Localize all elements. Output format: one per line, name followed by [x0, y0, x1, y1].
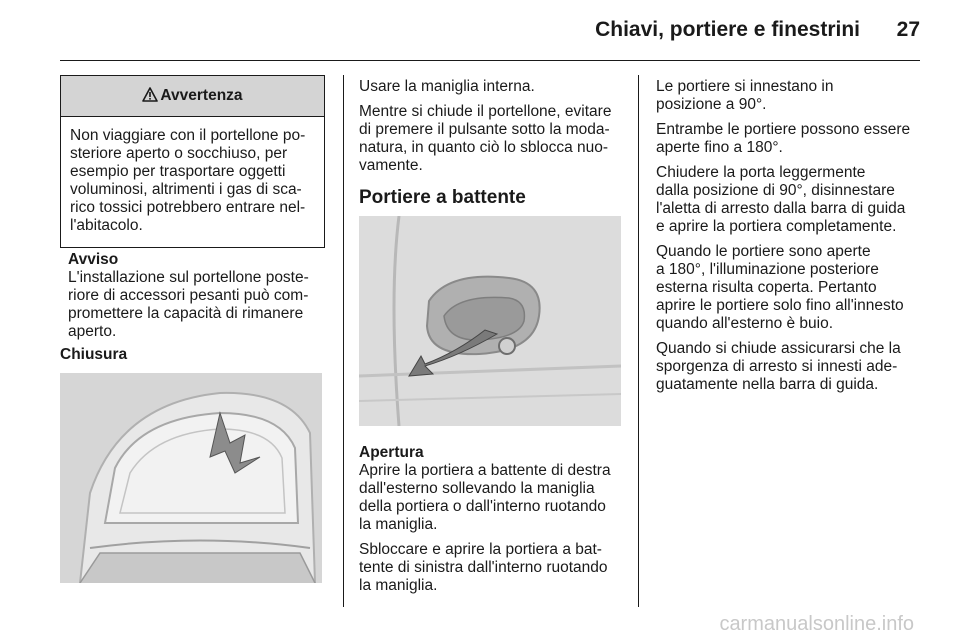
- warning-title: Avvertenza: [160, 87, 243, 104]
- paragraph-disengage: Chiudere la porta leggermente dalla posizione di 90°, disinnestare l'aletta di arresto dalla barra di guida e aprire la portiera completamente.: [656, 164, 906, 235]
- column-2-bottom: [359, 444, 627, 602]
- page-title: Chiavi, portiere e finestrini: [595, 18, 860, 41]
- page-number: 27: [896, 18, 920, 41]
- column-3: [656, 78, 928, 401]
- warning-text: Non viaggiare con il portellone po- steriore aperto o socchiuso, per esempio per trasportare oggetti voluminosi, altrimenti i gas di sca- rico tossici potrebbero entrare nel- l'abitacolo.: [70, 127, 306, 234]
- column-divider-1: [343, 75, 344, 607]
- door-handle-illustration: [359, 216, 621, 426]
- notice-title: Avviso: [68, 251, 119, 268]
- paragraph-opening-left: Sbloccare e aprire la portiera a bat- tente di sinistra dall'interno ruotando la maniglia.: [359, 541, 608, 594]
- tailgate-illustration: [60, 373, 322, 583]
- paragraph-180-degrees: Entrambe le portiere possono essere aperte fino a 180°.: [656, 121, 911, 156]
- notice-block: [68, 251, 330, 341]
- watermark: carmanualsonline.info: [719, 613, 914, 635]
- paragraph-90-degrees: Le portiere si innestano in posizione a 90°.: [656, 78, 834, 113]
- paragraph-opening-right: Aprire la portiera a battente di destra dall'esterno sollevando la maniglia della portiera o dall'interno ruotando la maniglia.: [359, 462, 611, 533]
- opening-heading: Apertura: [359, 444, 424, 461]
- closing-heading: Chiusura: [60, 346, 128, 363]
- column-2-top: [359, 78, 627, 207]
- paragraph-closing-check: Quando si chiude assicurarsi che la sporgenza di arresto si innesti ade- guatamente nella barra di guida.: [656, 340, 901, 393]
- notice-text: L'installazione sul portellone poste- riore di accessori pesanti può com- promettere la capacità di rimanere aperto.: [68, 269, 309, 340]
- header-divider: [60, 60, 920, 61]
- warning-triangle-icon: [142, 87, 158, 102]
- paragraph-lighting: Quando le portiere sono aperte a 180°, l'illuminazione posteriore esterna risulta coperta. Pertanto aprire le portiere solo fino all'innesto quando all'esterno è buio.: [656, 243, 904, 332]
- warning-box: [60, 75, 325, 248]
- paragraph-interior-handle: Usare la maniglia interna.: [359, 78, 535, 95]
- section-heading-swing-doors: Portiere a battente: [359, 187, 526, 208]
- warning-header: [61, 76, 324, 117]
- paragraph-closing-caution: Mentre si chiude il portellone, evitare di premere il pulsante sotto la moda- natura, in quanto ciò lo sblocca nuo- vamente.: [359, 103, 612, 174]
- column-divider-2: [638, 75, 639, 607]
